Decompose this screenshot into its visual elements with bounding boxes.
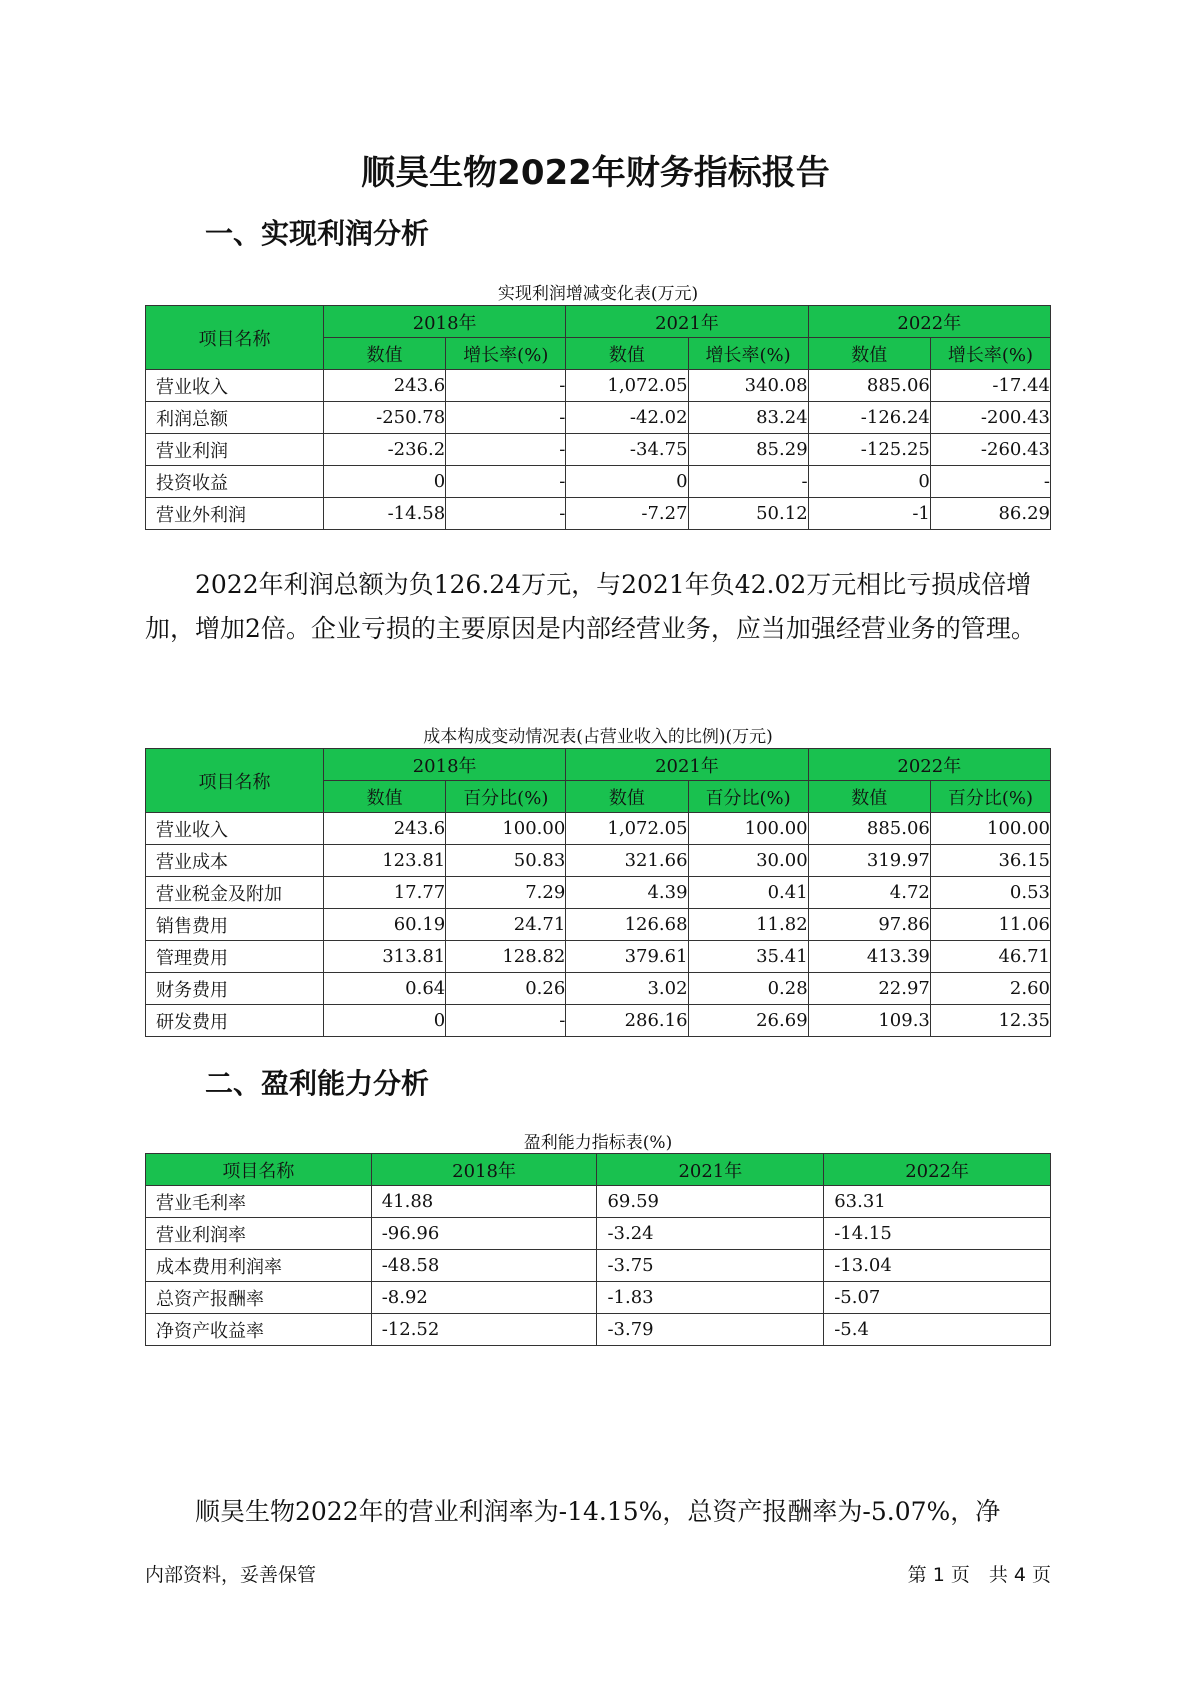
table-cell: -1: [808, 498, 930, 530]
table-row: [146, 402, 1051, 434]
table-cell: 30.00: [688, 845, 808, 877]
row-label: 销售费用: [146, 909, 324, 941]
table-cell: -260.43: [930, 434, 1050, 466]
header-growth: 增长率(%): [930, 338, 1050, 370]
table-row: [146, 845, 1051, 877]
table-cell: 41.88: [371, 1186, 597, 1218]
table-cell: 0: [323, 1005, 445, 1037]
table-cell: 109.3: [808, 1005, 930, 1037]
table-cell: -: [446, 1005, 566, 1037]
table-cell: 321.66: [566, 845, 688, 877]
table-cell: 97.86: [808, 909, 930, 941]
table-row: [146, 909, 1051, 941]
table-cell: 0.26: [446, 973, 566, 1005]
table-cell: 0.41: [688, 877, 808, 909]
table-cell: 340.08: [688, 370, 808, 402]
table-cell: 83.24: [688, 402, 808, 434]
table-cell: -3.79: [597, 1314, 824, 1346]
row-label: 总资产报酬率: [146, 1282, 372, 1314]
row-label: 营业成本: [146, 845, 324, 877]
table-row: [146, 1186, 1051, 1218]
table-cell: 413.39: [808, 941, 930, 973]
table-cell: 885.06: [808, 813, 930, 845]
table-cell: 243.6: [323, 370, 445, 402]
footer-page-number: 第 1 页 共 4 页: [907, 1564, 1051, 1586]
table-cell: -236.2: [323, 434, 445, 466]
table-row: [146, 1282, 1051, 1314]
table-row: [146, 1250, 1051, 1282]
table-body: [146, 370, 1051, 530]
section-heading-profit: 一、实现利润分析: [205, 217, 430, 250]
header-percent: 百分比(%): [688, 781, 808, 813]
table-cell: -12.52: [371, 1314, 597, 1346]
table-cell: 22.97: [808, 973, 930, 1005]
table-cell: -: [446, 466, 566, 498]
table-cell: -5.07: [824, 1282, 1051, 1314]
row-label: 投资收益: [146, 466, 324, 498]
table-cell: 0: [808, 466, 930, 498]
table-cell: 85.29: [688, 434, 808, 466]
table-cell: 86.29: [930, 498, 1050, 530]
table-row: [146, 498, 1051, 530]
table-cell: 319.97: [808, 845, 930, 877]
table-row: [146, 1218, 1051, 1250]
table-cell: -7.27: [566, 498, 688, 530]
table-cell: 63.31: [824, 1186, 1051, 1218]
table-cell: -13.04: [824, 1250, 1051, 1282]
row-label: 营业收入: [146, 370, 324, 402]
table-cell: -14.58: [323, 498, 445, 530]
table-cell: 0.64: [323, 973, 445, 1005]
table-cell: -: [688, 466, 808, 498]
table-cell: -96.96: [371, 1218, 597, 1250]
section-heading-profitability: 二、盈利能力分析: [205, 1067, 430, 1100]
table-row: [146, 1005, 1051, 1037]
table-cell: 313.81: [323, 941, 445, 973]
header-year: 2018年: [323, 306, 565, 338]
header-growth: 增长率(%): [446, 338, 566, 370]
table-cell: 2.60: [930, 973, 1050, 1005]
table-cell: 24.71: [446, 909, 566, 941]
table-cell: 0.53: [930, 877, 1050, 909]
table-cell: 100.00: [930, 813, 1050, 845]
table-row: [146, 877, 1051, 909]
header-item-name: 项目名称: [146, 306, 324, 370]
header-item-name: 项目名称: [146, 749, 324, 813]
row-label: 利润总额: [146, 402, 324, 434]
table-row: [146, 466, 1051, 498]
table-cell: 100.00: [446, 813, 566, 845]
row-label: 营业外利润: [146, 498, 324, 530]
table-cell: 46.71: [930, 941, 1050, 973]
table-row: [146, 370, 1051, 402]
row-label: 研发费用: [146, 1005, 324, 1037]
table-cell: 69.59: [597, 1186, 824, 1218]
table-cell: -126.24: [808, 402, 930, 434]
header-percent: 百分比(%): [446, 781, 566, 813]
table-cell: -3.24: [597, 1218, 824, 1250]
profitability-table: [145, 1153, 1051, 1346]
row-label: 管理费用: [146, 941, 324, 973]
header-value: 数值: [323, 338, 445, 370]
table-cell: -1.83: [597, 1282, 824, 1314]
row-label: 净资产收益率: [146, 1314, 372, 1346]
row-label: 营业利润: [146, 434, 324, 466]
page-title: 顺昊生物2022年财务指标报告: [361, 153, 830, 193]
table-cell: -: [446, 402, 566, 434]
table-cell: 4.72: [808, 877, 930, 909]
header-year: 2021年: [597, 1154, 824, 1186]
table-cell: 286.16: [566, 1005, 688, 1037]
header-year: 2021年: [566, 749, 808, 781]
footer-confidential: 内部资料，妥善保管: [145, 1564, 317, 1586]
header-value: 数值: [323, 781, 445, 813]
table-cell: -5.4: [824, 1314, 1051, 1346]
table-cell: 0: [323, 466, 445, 498]
table-cell: 885.06: [808, 370, 930, 402]
table-cell: 35.41: [688, 941, 808, 973]
row-label: 营业利润率: [146, 1218, 372, 1250]
header-year: 2018年: [371, 1154, 597, 1186]
table-body: [146, 813, 1051, 1037]
table-cell: -: [446, 434, 566, 466]
table-cell: 1,072.05: [566, 813, 688, 845]
profit-change-table: [145, 305, 1051, 530]
table-cell: 0.28: [688, 973, 808, 1005]
header-value: 数值: [566, 338, 688, 370]
table-cell: -42.02: [566, 402, 688, 434]
table-cell: 243.6: [323, 813, 445, 845]
table-cell: 60.19: [323, 909, 445, 941]
table-cell: -: [446, 498, 566, 530]
row-label: 营业毛利率: [146, 1186, 372, 1218]
table-cell: 128.82: [446, 941, 566, 973]
header-year: 2021年: [566, 306, 808, 338]
table-row: [146, 941, 1051, 973]
table-cell: -34.75: [566, 434, 688, 466]
table-cell: 126.68: [566, 909, 688, 941]
table-cell: -48.58: [371, 1250, 597, 1282]
row-label: 财务费用: [146, 973, 324, 1005]
header-value: 数值: [808, 338, 930, 370]
table-cell: 379.61: [566, 941, 688, 973]
header-year: 2018年: [323, 749, 565, 781]
header-value: 数值: [808, 781, 930, 813]
table-cell: 100.00: [688, 813, 808, 845]
table-cell: -: [446, 370, 566, 402]
header-year: 2022年: [808, 306, 1050, 338]
table1-caption: 实现利润增减变化表(万元): [497, 284, 699, 304]
row-label: 营业税金及附加: [146, 877, 324, 909]
table-row: [146, 813, 1051, 845]
table-cell: 50.83: [446, 845, 566, 877]
header-percent: 百分比(%): [930, 781, 1050, 813]
cost-structure-table: [145, 748, 1051, 1037]
table3-caption: 盈利能力指标表(%): [523, 1133, 673, 1153]
table-cell: -125.25: [808, 434, 930, 466]
row-label: 营业收入: [146, 813, 324, 845]
table-body: [146, 1186, 1051, 1346]
table-cell: 11.06: [930, 909, 1050, 941]
table-cell: 7.29: [446, 877, 566, 909]
table-cell: 123.81: [323, 845, 445, 877]
table-row: [146, 973, 1051, 1005]
table-cell: 1,072.05: [566, 370, 688, 402]
table-cell: -: [930, 466, 1050, 498]
header-value: 数值: [566, 781, 688, 813]
table-cell: 4.39: [566, 877, 688, 909]
table-cell: 17.77: [323, 877, 445, 909]
table-cell: 26.69: [688, 1005, 808, 1037]
table-cell: 0: [566, 466, 688, 498]
table-cell: -17.44: [930, 370, 1050, 402]
table-row: [146, 434, 1051, 466]
profit-paragraph: 2022年利润总额为负126.24万元，与2021年负42.02万元相比亏损成倍增加，增加2倍。企业亏损的主要原因是内部经营业务，应当加强经营业务的管理。: [145, 570, 1036, 643]
profitability-paragraph: 顺昊生物2022年的营业利润率为-14.15%，总资产报酬率为-5.07%，净: [195, 1497, 1001, 1526]
table-cell: 36.15: [930, 845, 1050, 877]
table-cell: -250.78: [323, 402, 445, 434]
table-row: [146, 1314, 1051, 1346]
table-cell: 3.02: [566, 973, 688, 1005]
table2-caption: 成本构成变动情况表(占营业收入的比例)(万元): [423, 727, 773, 747]
table-cell: 12.35: [930, 1005, 1050, 1037]
table-cell: 50.12: [688, 498, 808, 530]
header-growth: 增长率(%): [688, 338, 808, 370]
table-cell: 11.82: [688, 909, 808, 941]
table-cell: -8.92: [371, 1282, 597, 1314]
row-label: 成本费用利润率: [146, 1250, 372, 1282]
table-cell: -3.75: [597, 1250, 824, 1282]
header-year: 2022年: [824, 1154, 1051, 1186]
header-item-name: 项目名称: [146, 1154, 372, 1186]
table-cell: -200.43: [930, 402, 1050, 434]
header-year: 2022年: [808, 749, 1050, 781]
table-cell: -14.15: [824, 1218, 1051, 1250]
